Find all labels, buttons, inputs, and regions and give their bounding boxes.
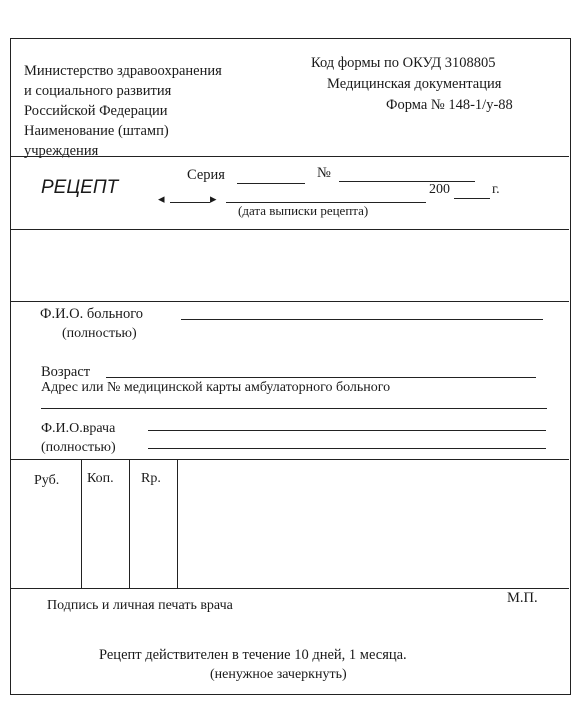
institution-block xyxy=(24,61,222,161)
arrow-right-icon: ▸ xyxy=(210,191,217,206)
col-rp-header: Rp. xyxy=(141,471,161,486)
year-suffix: г. xyxy=(492,182,500,197)
validity-text: Рецепт действителен в течение 10 дней, 1 месяца. xyxy=(99,647,407,663)
okud-code: Код формы по ОКУД 3108805 xyxy=(311,55,496,71)
doctor-name-hint: (полностью) xyxy=(41,440,116,455)
signature-label: Подпись и личная печать врача xyxy=(47,598,233,613)
ministry-line-1: Министерство здравоохранения xyxy=(24,63,222,79)
divider-table xyxy=(11,459,569,460)
doctor-name-label: Ф.И.О.врача xyxy=(41,421,116,436)
col-kop-divider xyxy=(129,459,130,588)
number-line xyxy=(339,181,475,182)
divider-blank xyxy=(11,301,569,302)
doc-type: Медицинская документация xyxy=(327,76,502,92)
address-line xyxy=(41,408,547,409)
series-line xyxy=(237,183,305,184)
age-label: Возраст xyxy=(41,364,91,380)
ministry-line-3: Российской Федерации xyxy=(24,103,168,119)
doctor-name-line-2 xyxy=(148,448,546,449)
recipe-title: РЕЦЕПТ xyxy=(41,177,119,198)
ministry-line-2: и социального развития xyxy=(24,83,172,99)
year-line xyxy=(454,198,490,199)
strike-hint: (ненужное зачеркнуть) xyxy=(210,667,347,682)
stamp-label-line-2: учреждения xyxy=(24,143,99,159)
doctor-name-line xyxy=(148,430,546,431)
age-line xyxy=(106,377,536,378)
col-rub-header: Руб. xyxy=(34,473,60,488)
form-code-block xyxy=(311,53,513,116)
year-prefix: 200 xyxy=(429,182,450,197)
date-day-line xyxy=(170,202,210,203)
divider-footer xyxy=(11,588,569,589)
col-kop-header: Коп. xyxy=(87,471,114,486)
form-number: Форма № 148-1/у-88 xyxy=(386,97,513,113)
number-label: № xyxy=(317,165,331,181)
patient-name-hint: (полностью) xyxy=(62,326,137,341)
address-label: Адрес или № медицинской карты амбулаторного больного xyxy=(41,380,391,395)
col-rub-divider xyxy=(81,459,82,588)
prescription-form xyxy=(10,38,571,695)
arrow-left-icon: ◂ xyxy=(158,191,165,206)
patient-name-line xyxy=(181,319,543,320)
stamp-label-line-1: Наименование (штамп) xyxy=(24,123,169,139)
col-rp-divider xyxy=(177,459,178,588)
divider-header xyxy=(11,156,569,157)
series-label: Серия xyxy=(187,167,225,183)
divider-recipe xyxy=(11,229,569,230)
date-hint: (дата выписки рецепта) xyxy=(238,203,369,218)
stamp-label: М.П. xyxy=(507,590,538,606)
patient-name-label: Ф.И.О. больного xyxy=(40,306,144,322)
